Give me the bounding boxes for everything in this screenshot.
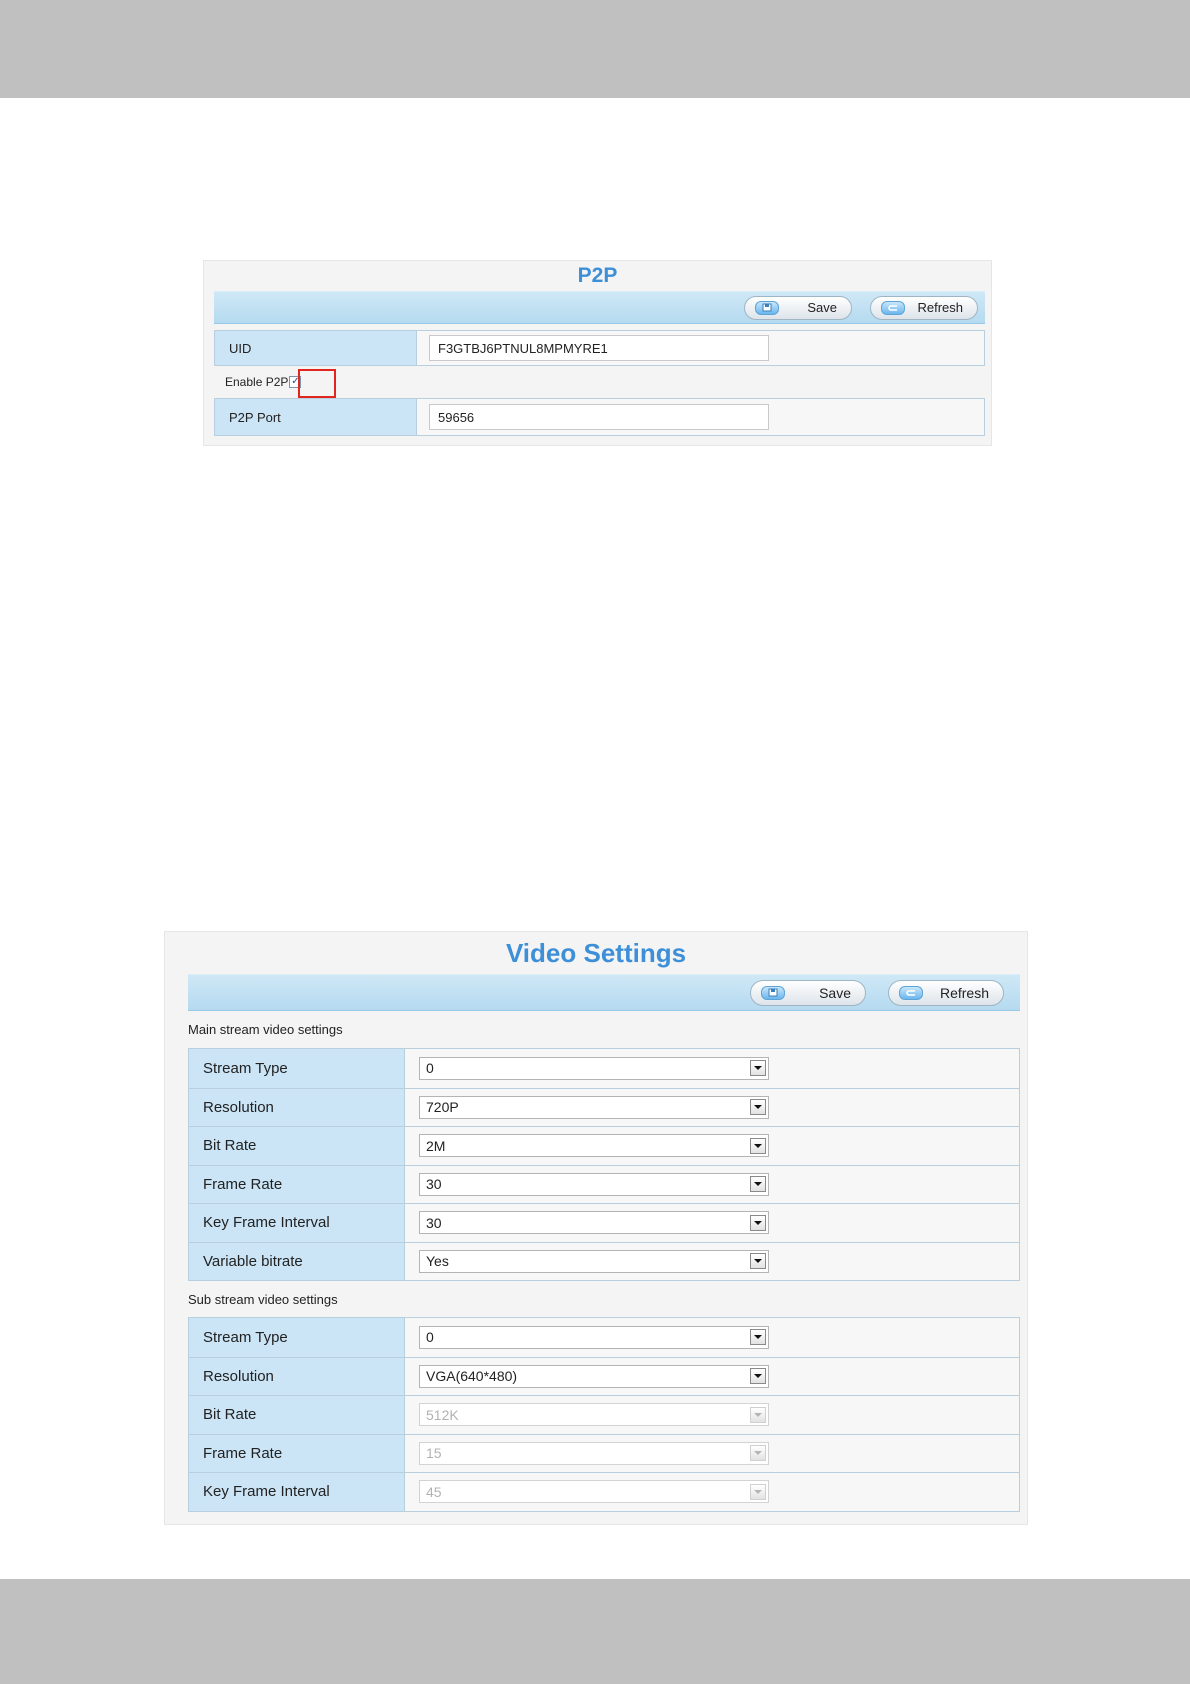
p2p-port-row [214,398,985,436]
setting-label: Bit Rate [189,1127,405,1165]
dropdown-arrow-icon[interactable] [750,1368,766,1384]
setting-value-cell [405,1318,1019,1357]
setting-selected-value: 720P [426,1099,459,1116]
setting-row [189,1357,1019,1396]
save-icon [761,986,785,1000]
setting-select[interactable] [419,1096,769,1119]
setting-selected-value: Yes [426,1253,449,1270]
video-save-button[interactable] [750,980,866,1006]
enable-p2p-row [225,366,985,398]
p2p-port-label: P2P Port [215,399,417,435]
p2p-port-input[interactable]: 59656 [429,404,769,430]
setting-selected-value: 30 [426,1176,442,1193]
main-stream-section-label: Main stream video settings [188,1022,343,1037]
setting-label: Stream Type [189,1318,405,1357]
dropdown-arrow-icon[interactable] [750,1176,766,1192]
dropdown-arrow-icon [750,1407,766,1423]
refresh-icon [881,301,905,315]
p2p-refresh-button[interactable] [870,296,978,320]
setting-select[interactable] [419,1134,769,1157]
setting-selected-value: 0 [426,1060,434,1077]
setting-value-cell [405,1127,1019,1165]
p2p-toolbar [214,291,985,324]
setting-selected-value: 0 [426,1329,434,1346]
setting-value-cell [405,1204,1019,1242]
setting-label: Key Frame Interval [189,1473,405,1511]
setting-select [419,1403,769,1426]
video-settings-title: Video Settings [505,938,687,968]
setting-label: Variable bitrate [189,1243,405,1281]
uid-label: UID [215,331,417,365]
video-refresh-label: Refresh [939,984,989,1001]
setting-row [189,1395,1019,1434]
uid-value-cell [417,331,984,365]
enable-p2p-label: Enable P2P [225,375,289,389]
main-stream-table [188,1048,1020,1281]
dropdown-arrow-icon [750,1445,766,1461]
setting-selected-value: 15 [426,1445,442,1462]
setting-label: Key Frame Interval [189,1204,405,1242]
video-save-label: Save [819,984,851,1001]
video-refresh-button[interactable] [888,980,1004,1006]
setting-row [189,1472,1019,1511]
setting-row [189,1165,1019,1204]
setting-value-cell [405,1049,1019,1088]
setting-select[interactable] [419,1173,769,1196]
page-footer-band [0,1579,1190,1684]
setting-value-cell [405,1473,1019,1511]
setting-value-cell [405,1243,1019,1281]
setting-row [189,1049,1019,1088]
setting-value-cell [405,1089,1019,1127]
setting-label: Frame Rate [189,1435,405,1473]
sub-stream-section-label: Sub stream video settings [188,1291,338,1307]
setting-label: Frame Rate [189,1166,405,1204]
p2p-panel-title: P2P [577,264,618,287]
setting-selected-value: 512K [426,1406,459,1423]
setting-label: Resolution [189,1089,405,1127]
setting-value-cell [405,1435,1019,1473]
dropdown-arrow-icon[interactable] [750,1060,766,1076]
setting-row [189,1088,1019,1127]
dropdown-arrow-icon [750,1484,766,1500]
setting-row [189,1203,1019,1242]
setting-label: Bit Rate [189,1396,405,1434]
p2p-save-button[interactable] [744,296,852,320]
uid-input[interactable]: F3GTBJ6PTNUL8MPMYRE1 [429,335,769,361]
setting-selected-value: 30 [426,1214,442,1231]
dropdown-arrow-icon[interactable] [750,1215,766,1231]
setting-label: Stream Type [189,1049,405,1088]
checkbox-highlight-box [298,369,336,398]
setting-selected-value: 2M [426,1137,446,1154]
video-settings-panel [164,931,1028,1525]
setting-select [419,1442,769,1465]
p2p-port-value-cell [417,399,984,435]
dropdown-arrow-icon[interactable] [750,1138,766,1154]
dropdown-arrow-icon[interactable] [750,1329,766,1345]
video-toolbar [188,974,1020,1011]
p2p-refresh-label: Refresh [917,300,963,315]
p2p-save-label: Save [807,300,837,315]
setting-selected-value: VGA(640*480) [426,1368,518,1385]
setting-selected-value: 45 [426,1483,442,1500]
setting-row [189,1126,1019,1165]
setting-select[interactable] [419,1365,769,1388]
setting-select [419,1480,769,1503]
setting-value-cell [405,1396,1019,1434]
enable-p2p-checkbox[interactable]: ✓ [291,376,300,387]
setting-value-cell [405,1166,1019,1204]
setting-row [189,1434,1019,1473]
setting-label: Resolution [189,1358,405,1396]
dropdown-arrow-icon[interactable] [750,1253,766,1269]
setting-select[interactable] [419,1057,769,1080]
dropdown-arrow-icon[interactable] [750,1099,766,1115]
setting-select[interactable] [419,1250,769,1273]
p2p-panel [203,260,992,446]
setting-value-cell [405,1358,1019,1396]
save-icon [755,301,779,315]
setting-row [189,1318,1019,1357]
refresh-icon [899,986,923,1000]
page-header-band [0,0,1190,98]
setting-select[interactable] [419,1326,769,1349]
setting-select[interactable] [419,1211,769,1234]
p2p-uid-row [214,330,985,366]
setting-row [189,1242,1019,1281]
sub-stream-table [188,1317,1020,1512]
